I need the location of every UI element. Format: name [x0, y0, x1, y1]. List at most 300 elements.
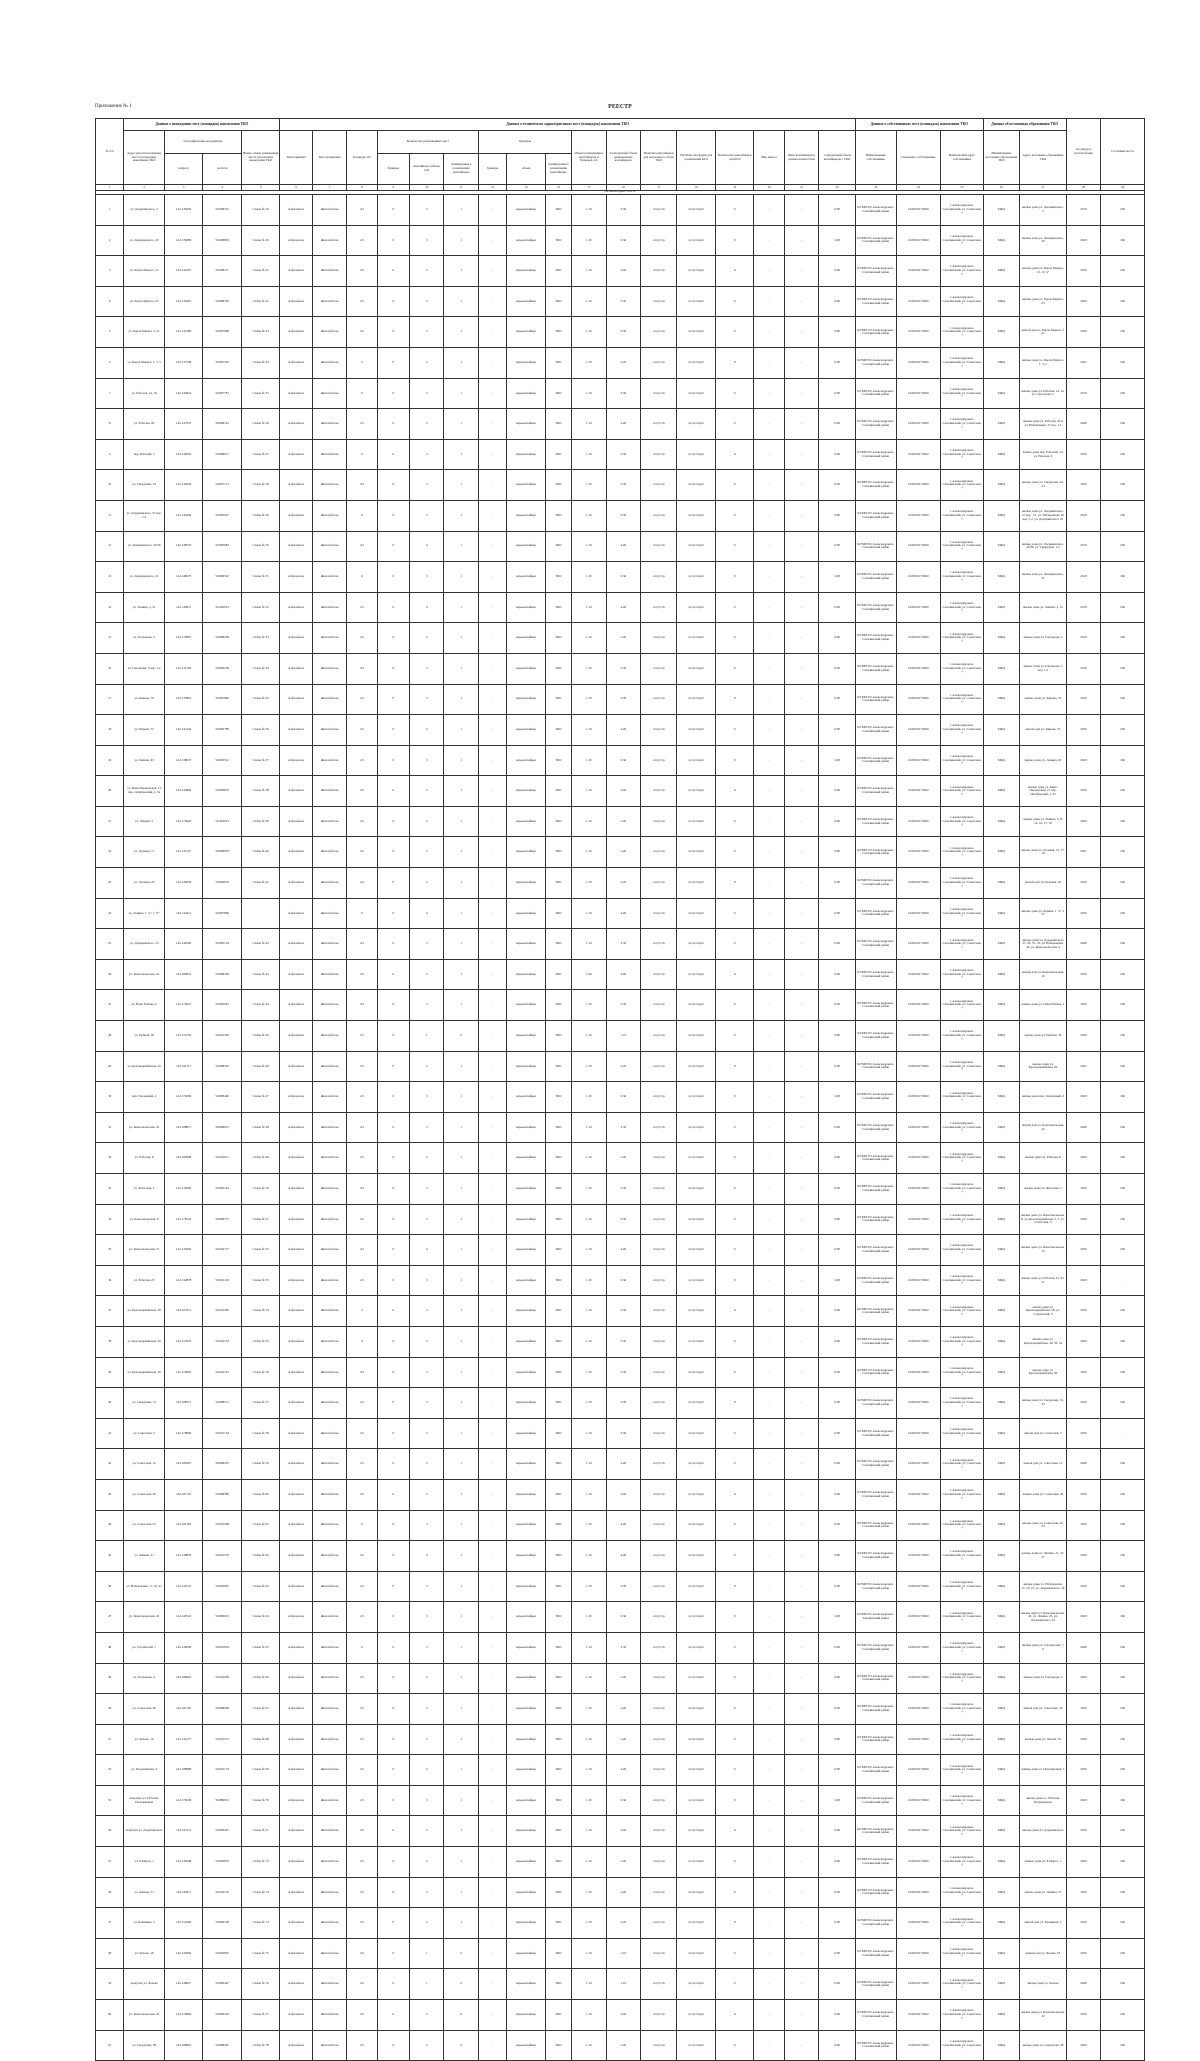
- table-cell: 1: [444, 1877, 478, 1908]
- table-cell: -: [478, 2000, 506, 2031]
- table-cell: КУМИ ГО Александровск-Сахалинский район: [856, 470, 897, 501]
- table-cell: Асфальтное: [280, 806, 312, 837]
- table-cell: МКД: [983, 531, 1019, 562]
- column-number: 12: [478, 185, 506, 191]
- table-cell: евроконтейнер: [507, 1877, 546, 1908]
- table-cell: жилые дома ул. Карла Маркса, 23: [1020, 286, 1067, 317]
- table-cell: 0: [377, 1969, 409, 2000]
- table-cell: отсутств: [641, 2000, 677, 2031]
- table-cell: 3: [410, 684, 444, 715]
- table-cell: евроконтейнер: [507, 1418, 546, 1449]
- table-cell: ОК: [1101, 286, 1145, 317]
- table-cell: 0,00: [819, 1449, 856, 1480]
- table-cell: 0: [715, 531, 754, 562]
- table-cell: 1: [444, 1479, 478, 1510]
- table-cell: ТБО: [545, 1204, 571, 1235]
- table-cell: 3: [410, 195, 444, 226]
- table-cell: ОК: [1101, 2030, 1145, 2061]
- table-cell: -: [754, 1785, 784, 1816]
- table-cell: Схема № 64: [241, 1602, 280, 1633]
- table-cell: КУМИ ГО Александровск-Сахалинский район: [856, 195, 897, 226]
- table-cell: 2,20: [606, 715, 640, 746]
- table-cell: отсутствует: [677, 317, 716, 348]
- table-cell: 2019: [1066, 531, 1100, 562]
- table-cell: 4,5: [347, 990, 377, 1021]
- table-cell: 2020: [1066, 2030, 1100, 2061]
- table-cell: 1: [444, 562, 478, 593]
- table-cell: 1,10: [572, 1326, 606, 1357]
- table-cell: 2020: [1066, 1418, 1100, 1449]
- table-cell: 2020: [1066, 470, 1100, 501]
- table-cell: -: [478, 1816, 506, 1847]
- table-cell: Железобетон: [312, 745, 346, 776]
- table-cell: 17: [96, 684, 124, 715]
- table-cell: 0,00: [819, 256, 856, 287]
- table-cell: -: [754, 1571, 784, 1602]
- table-cell: 2,5: [347, 1694, 377, 1725]
- table-cell: МКД: [983, 898, 1019, 929]
- table-cell: ул. Красноармейская, 30: [124, 1357, 165, 1388]
- table-cell: ул. Комсомольская, 15: [124, 1235, 165, 1266]
- table-cell: евроконтейнер: [507, 929, 546, 960]
- table-cell: 0: [377, 1326, 409, 1357]
- table-cell: ТБО: [545, 1785, 571, 1816]
- table-cell: ул. Дзержинского, 20: [124, 225, 165, 256]
- table-cell: 1: [444, 684, 478, 715]
- table-cell: 1: [444, 1357, 478, 1388]
- table-cell: евроконтейнер: [507, 439, 546, 470]
- table-cell: 142.186663: [164, 1663, 203, 1694]
- table-cell: 0,00: [819, 409, 856, 440]
- table-cell: 2,5: [347, 1724, 377, 1755]
- top-line: [95, 104, 1145, 118]
- table-cell: ул. Чехова, 18: [124, 1938, 165, 1969]
- table-cell: Асфальтное: [280, 2030, 312, 2061]
- table-cell: 2: [410, 623, 444, 654]
- table-cell: отсутств: [641, 1326, 677, 1357]
- table-cell: Схема № 47: [241, 1082, 280, 1113]
- table-cell: 6: [347, 378, 377, 409]
- table-cell: 0: [715, 592, 754, 623]
- column-number: 22: [819, 185, 856, 191]
- table-cell: 2020: [1066, 1479, 1100, 1510]
- table-cell: ОК: [1101, 745, 1145, 776]
- table-cell: -: [754, 1357, 784, 1388]
- table-cell: г. Александровск-Сахалинский, ул. Советская, 7: [941, 1571, 984, 1602]
- table-cell: 50.926097: [203, 1571, 242, 1602]
- table-cell: -: [784, 1174, 818, 1205]
- table-cell: 3,30: [606, 1204, 640, 1235]
- table-cell: 142.143189: [164, 317, 203, 348]
- table-cell: КУМИ ГО Александровск-Сахалинский район: [856, 1571, 897, 1602]
- table-cell: евроконтейнер: [507, 347, 546, 378]
- table-cell: 50.898111: [203, 256, 242, 287]
- table-cell: отсутств: [641, 715, 677, 746]
- table-cell: 142.143809: [164, 776, 203, 807]
- table-cell: жилой дом ул. Калинина, 2: [1020, 1908, 1067, 1939]
- table-cell: 0: [715, 347, 754, 378]
- table-cell: Асфальтное: [280, 623, 312, 654]
- table-cell: ОК: [1101, 1541, 1145, 1572]
- table-cell: г. Александровск-Сахалинский, ул. Советская, 7: [941, 531, 984, 562]
- table-cell: 1,10: [572, 562, 606, 593]
- table-cell: -: [784, 1449, 818, 1480]
- col-owner-details: Сведения о собственнике: [896, 131, 941, 185]
- table-cell: 3,30: [606, 1388, 640, 1419]
- table-cell: 0,00: [819, 1082, 856, 1113]
- table-cell: ТБО: [545, 806, 571, 837]
- table-cell: отсутствует: [677, 409, 716, 440]
- table-cell: 55: [96, 1847, 124, 1878]
- table-cell: 2020: [1066, 409, 1100, 440]
- table-cell: 41: [96, 1418, 124, 1449]
- table-cell: жилой дом ул. Советская, 39: [1020, 1694, 1067, 1725]
- column-number: 8: [347, 185, 377, 191]
- table-cell: 4: [410, 531, 444, 562]
- table-cell: 2020: [1066, 1143, 1100, 1174]
- table-cell: 50.898369: [203, 959, 242, 990]
- table-cell: 1026501179920: [896, 653, 941, 684]
- table-cell: 0,00: [819, 715, 856, 746]
- table-cell: Железобетон: [312, 1449, 346, 1480]
- table-cell: 4: [347, 1326, 377, 1357]
- table-cell: 142.148876: [164, 1541, 203, 1572]
- table-cell: МКД: [983, 347, 1019, 378]
- table-cell: 1: [444, 959, 478, 990]
- table-row: [96, 1143, 1145, 1174]
- table-cell: 16: [96, 653, 124, 684]
- table-cell: 2: [410, 806, 444, 837]
- table-cell: 2: [410, 868, 444, 899]
- table-cell: 142.179866: [164, 1418, 203, 1449]
- table-cell: евроконтейнер: [507, 225, 546, 256]
- table-cell: 25: [96, 929, 124, 960]
- table-cell: 47: [96, 1602, 124, 1633]
- table-cell: -: [784, 1785, 818, 1816]
- table-cell: отсутствует: [677, 1663, 716, 1694]
- table-cell: 0,00: [819, 1724, 856, 1755]
- table-cell: 3,30: [606, 1785, 640, 1816]
- table-cell: Железобетон: [312, 439, 346, 470]
- table-row: [96, 195, 1145, 226]
- table-cell: 50.898122: [203, 409, 242, 440]
- table-cell: 2: [410, 2030, 444, 2061]
- table-cell: 142.188371: [164, 1388, 203, 1419]
- table-cell: ул. Кирова, 72: [124, 715, 165, 746]
- table-cell: -: [478, 1418, 506, 1449]
- table-cell: 0,00: [819, 378, 856, 409]
- table-cell: 9: [347, 1510, 377, 1541]
- table-cell: 2019: [1066, 562, 1100, 593]
- table-cell: -: [784, 1204, 818, 1235]
- table-cell: 2,20: [606, 2000, 640, 2031]
- table-cell: 1026501179920: [896, 592, 941, 623]
- table-cell: 0: [715, 1816, 754, 1847]
- table-cell: -: [784, 1479, 818, 1510]
- table-cell: ул. Карла Маркса, 5 а/с: [124, 317, 165, 348]
- table-cell: отсутств: [641, 868, 677, 899]
- table-cell: МКД: [983, 1816, 1019, 1847]
- table-cell: МКД: [983, 1479, 1019, 1510]
- table-cell: КУМИ ГО Александровск-Сахалинский район: [856, 1082, 897, 1113]
- table-cell: -: [754, 1479, 784, 1510]
- table-cell: 0,00: [819, 1877, 856, 1908]
- table-cell: 50.898928: [203, 1694, 242, 1725]
- table-cell: отсутств: [641, 806, 677, 837]
- table-cell: 1,10: [572, 1204, 606, 1235]
- table-cell: Железобетон: [312, 317, 346, 348]
- table-cell: жилой дом ул. Советская, 5: [1020, 1418, 1067, 1449]
- table-cell: 142.131504: [164, 653, 203, 684]
- table-cell: 142.170420: [164, 806, 203, 837]
- table-cell: ТБО: [545, 1082, 571, 1113]
- table-cell: ТБО: [545, 959, 571, 990]
- table-cell: 2,5: [347, 1877, 377, 1908]
- table-cell: Железобетон: [312, 715, 346, 746]
- column-number: 10: [410, 185, 444, 191]
- table-cell: 142.143960: [164, 1938, 203, 1969]
- table-cell: ОК: [1101, 1051, 1145, 1082]
- table-cell: 1026501179920: [896, 1571, 941, 1602]
- table-cell: г. Александровск-Сахалинский, ул. Советская, 7: [941, 195, 984, 226]
- table-cell: Асфальтное: [280, 1694, 312, 1725]
- table-cell: Железобетон: [312, 1204, 346, 1235]
- table-cell: жилые дома ул. Ленина, 21, 23, 27: [1020, 1541, 1067, 1572]
- table-cell: евроконтейнер: [507, 409, 546, 440]
- table-cell: отсутствует: [677, 898, 716, 929]
- table-cell: 142.178122: [164, 1204, 203, 1235]
- table-cell: 50.924390: [203, 1296, 242, 1327]
- table-cell: 1026501179920: [896, 1908, 941, 1939]
- table-cell: 0: [715, 1112, 754, 1143]
- table-cell: 142.148627: [164, 1969, 203, 2000]
- table-cell: 2020: [1066, 256, 1100, 287]
- table-cell: отсутств: [641, 500, 677, 531]
- table-row: [96, 225, 1145, 256]
- table-cell: евроконтейнер: [507, 1663, 546, 1694]
- table-cell: -: [478, 1021, 506, 1052]
- table-cell: 2020: [1066, 225, 1100, 256]
- table-cell: 2020: [1066, 439, 1100, 470]
- table-cell: евроконтейнер: [507, 317, 546, 348]
- table-cell: жилой дом ул. Кирова, 72: [1020, 715, 1067, 746]
- table-cell: 2020: [1066, 1724, 1100, 1755]
- table-cell: 0: [377, 1908, 409, 1939]
- table-cell: отсутствует: [677, 1021, 716, 1052]
- table-cell: отсутствует: [677, 1785, 716, 1816]
- table-cell: 50.924011: [203, 1143, 242, 1174]
- table-cell: жилые дома ул. Набережная, 17, 19, 21, ул. Дзержинского, 36: [1020, 1571, 1067, 1602]
- table-cell: 4,5: [347, 1571, 377, 1602]
- table-cell: евроконтейнер: [507, 1510, 546, 1541]
- table-cell: евроконтейнер: [507, 195, 546, 226]
- table-cell: -: [784, 868, 818, 899]
- table-cell: ул. Гончарова, 4: [124, 1663, 165, 1694]
- table-cell: -: [784, 776, 818, 807]
- table-cell: 57: [96, 1908, 124, 1939]
- table-cell: 0: [715, 500, 754, 531]
- table-cell: -: [784, 2000, 818, 2031]
- table-cell: жилые дома ул. Свердлова, 38: [1020, 2030, 1067, 2061]
- table-cell: отсутствует: [677, 1326, 716, 1357]
- table-cell: 2020: [1066, 1755, 1100, 1786]
- table-cell: -: [754, 715, 784, 746]
- table-cell: КУМИ ГО Александровск-Сахалинский район: [856, 592, 897, 623]
- table-cell: евроконтейнер: [507, 1112, 546, 1143]
- column-number: 26: [983, 185, 1019, 191]
- table-cell: отсутствует: [677, 776, 716, 807]
- table-cell: жилые дома ул. Гончарова, 4: [1020, 1663, 1067, 1694]
- table-cell: г. Александровск-Сахалинский, ул. Советская, 7: [941, 378, 984, 409]
- table-cell: -: [754, 1235, 784, 1266]
- table-cell: -: [754, 806, 784, 837]
- table-cell: 7: [96, 378, 124, 409]
- table-cell: отсутствует: [677, 1418, 716, 1449]
- table-cell: 0: [377, 1816, 409, 1847]
- table-cell: 0: [715, 715, 754, 746]
- table-cell: Схема № 29: [241, 500, 280, 531]
- table-cell: 2: [410, 1908, 444, 1939]
- table-cell: 3,30: [606, 745, 640, 776]
- table-cell: ТБО: [545, 745, 571, 776]
- table-cell: отсутствует: [677, 500, 716, 531]
- table-cell: 1: [444, 286, 478, 317]
- table-cell: КУМИ ГО Александровск-Сахалинский район: [856, 806, 897, 837]
- table-cell: Железобетон: [312, 1296, 346, 1327]
- table-cell: 0: [715, 1357, 754, 1388]
- table-cell: 0: [377, 439, 409, 470]
- table-cell: жилой дом ул. Комсомольская, 16: [1020, 959, 1067, 990]
- table-cell: г. Александровск-Сахалинский, ул. Советская, 7: [941, 1021, 984, 1052]
- table-cell: Схема № 63: [241, 1571, 280, 1602]
- table-row: [96, 868, 1145, 899]
- table-cell: евроконтейнер: [507, 776, 546, 807]
- table-cell: 2: [410, 1724, 444, 1755]
- table-cell: Схема № 53: [241, 1265, 280, 1296]
- table-row: [96, 409, 1145, 440]
- table-cell: 0: [377, 1541, 409, 1572]
- table-row: [96, 317, 1145, 348]
- table-cell: евроконтейнер: [507, 1724, 546, 1755]
- table-cell: 3: [410, 470, 444, 501]
- table-cell: 0,00: [819, 684, 856, 715]
- table-cell: ОК: [1101, 1235, 1145, 1266]
- table-cell: 2,20: [606, 1449, 640, 1480]
- table-cell: 0,00: [819, 470, 856, 501]
- table-cell: МКД: [983, 929, 1019, 960]
- table-cell: [241, 898, 280, 929]
- table-cell: 3: [410, 439, 444, 470]
- table-cell: евроконтейнер: [507, 684, 546, 715]
- column-number: 25: [941, 185, 984, 191]
- table-cell: жилые дома ул. Ленина, 1 "а", 1 "б": [1020, 898, 1067, 929]
- table-cell: 1: [444, 1571, 478, 1602]
- column-number: 29: [1101, 185, 1145, 191]
- table-cell: -: [784, 1694, 818, 1725]
- table-cell: 1026501179920: [896, 1877, 941, 1908]
- table-cell: 1: [410, 1969, 444, 2000]
- table-cell: 2020: [1066, 1663, 1100, 1694]
- table-row: [96, 562, 1145, 593]
- table-cell: 4: [96, 286, 124, 317]
- table-cell: Железобетон: [312, 225, 346, 256]
- table-cell: КУМИ ГО Александровск-Сахалинский район: [856, 1938, 897, 1969]
- table-cell: МКД: [983, 776, 1019, 807]
- table-cell: 0: [715, 1694, 754, 1725]
- col-geo: Географические координаты: [164, 131, 241, 154]
- table-row: [96, 745, 1145, 776]
- table-cell: Асфальтное: [280, 1174, 312, 1205]
- table-cell: жилой дом ул. Карла Маркса, 5 а/с: [1020, 317, 1067, 348]
- table-cell: 3: [410, 1388, 444, 1419]
- table-cell: 4,5: [347, 195, 377, 226]
- table-cell: отсутств: [641, 378, 677, 409]
- table-cell: ОК: [1101, 684, 1145, 715]
- table-cell: Асфальтное: [280, 1418, 312, 1449]
- table-cell: 142.157832: [164, 1326, 203, 1357]
- table-cell: 0: [715, 1571, 754, 1602]
- table-cell: -: [784, 1969, 818, 2000]
- table-cell: отсутствует: [677, 1571, 716, 1602]
- table-row: [96, 1388, 1145, 1419]
- table-cell: отсутств: [641, 990, 677, 1021]
- table-cell: 1026501179920: [896, 1602, 941, 1633]
- table-row: [96, 1663, 1145, 1694]
- table-cell: ТБО: [545, 2030, 571, 2061]
- table-cell: 3: [410, 1602, 444, 1633]
- table-cell: 1: [444, 1388, 478, 1419]
- table-cell: 3,30: [606, 470, 640, 501]
- table-cell: отсутствует: [677, 715, 716, 746]
- table-cell: отсутств: [641, 531, 677, 562]
- table-cell: 1: [444, 256, 478, 287]
- table-cell: Железобетон: [312, 1602, 346, 1633]
- table-cell: отсутствует: [677, 1908, 716, 1939]
- table-cell: КУМИ ГО Александровск-Сахалинский район: [856, 684, 897, 715]
- table-row: [96, 470, 1145, 501]
- table-cell: 0: [715, 1847, 754, 1878]
- table-cell: жилые дома ул. Лучевая, 15, 17, 19: [1020, 837, 1067, 868]
- table-cell: ТБО: [545, 1847, 571, 1878]
- table-cell: ул. Рабочая, 14, 16: [124, 378, 165, 409]
- table-cell: отсутств: [641, 745, 677, 776]
- table-cell: 0: [715, 1265, 754, 1296]
- table-cell: 0: [377, 837, 409, 868]
- table-row: [96, 256, 1145, 287]
- table-cell: ТБО: [545, 1938, 571, 1969]
- table-cell: -: [784, 684, 818, 715]
- table-cell: Схема № 54: [241, 1296, 280, 1327]
- table-cell: МКД: [983, 2030, 1019, 2061]
- table-cell: 1026501179920: [896, 470, 941, 501]
- table-cell: ТБО: [545, 1541, 571, 1572]
- table-cell: 2,20: [606, 1816, 640, 1847]
- table-cell: Схема № 31: [241, 562, 280, 593]
- table-cell: МКД: [983, 1724, 1019, 1755]
- table-cell: 3,30: [606, 562, 640, 593]
- table-cell: ул. Калинина, 2: [124, 1908, 165, 1939]
- table-cell: -: [784, 317, 818, 348]
- table-cell: Асфальтное: [280, 1296, 312, 1327]
- table-cell: 50.895983: [203, 531, 242, 562]
- table-cell: Асфальтное: [280, 745, 312, 776]
- table-cell: 4,40: [606, 1510, 640, 1541]
- table-cell: 142.132996: [164, 1174, 203, 1205]
- table-cell: -: [784, 1632, 818, 1663]
- table-cell: МКД: [983, 1847, 1019, 1878]
- table-cell: 142.148475: [164, 562, 203, 593]
- table-cell: Железобетон: [312, 653, 346, 684]
